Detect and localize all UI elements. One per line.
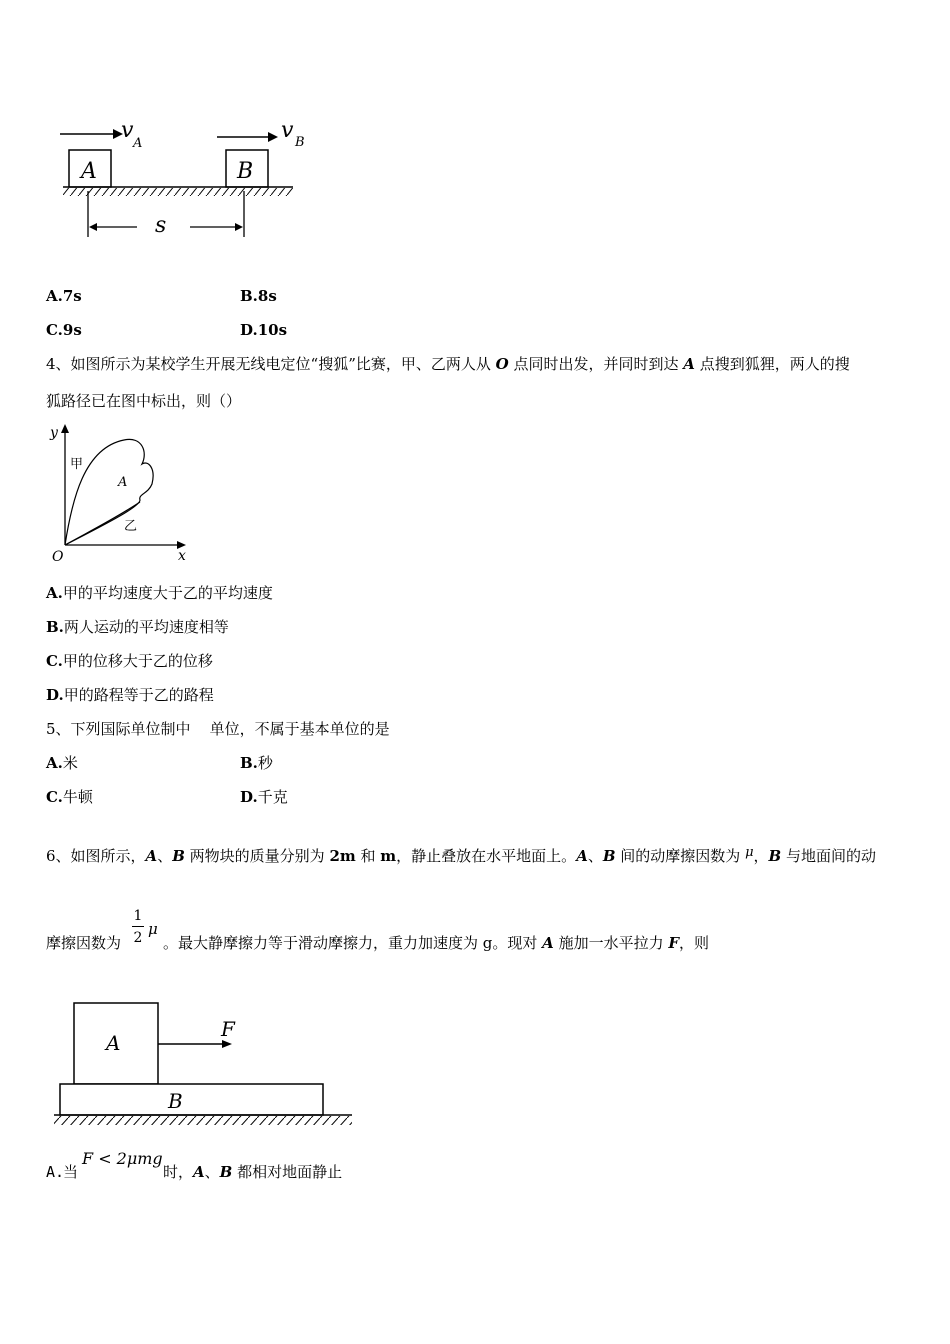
ground-hatch (54, 1116, 352, 1125)
block-a-label: A (106, 1031, 121, 1055)
block-a-label: A (81, 159, 97, 184)
q3-option-b: B.8s (240, 287, 277, 305)
fraction-bar (132, 926, 144, 927)
block-b (60, 1084, 323, 1115)
y-axis-arrow (61, 424, 69, 433)
q4-option-c: C.甲的位移大于乙的位移 (46, 652, 213, 670)
q3-option-a: A.7s (46, 287, 82, 305)
q6-option-a-letter: A. (46, 1163, 65, 1181)
y-axis-label: y (50, 425, 58, 441)
path-jia (65, 439, 153, 545)
dist-left-arrowhead (89, 223, 97, 231)
q4-option-a: A.甲的平均速度大于乙的平均速度 (46, 584, 273, 602)
va-sub: A (133, 136, 143, 151)
q3-option-c: C.9s (46, 321, 82, 339)
mu-symbol: μ (148, 920, 158, 938)
q4-stem-line2: 狐路径已在图中标出，则（） (46, 392, 242, 410)
q6-option-a-post: 时，A、B 都相对地面静止 (163, 1163, 343, 1181)
vb-label: v (281, 118, 294, 143)
figure-q4-paths (44, 420, 194, 568)
q5-stem: 5、下列国际单位制中 单位，不属于基本单位的是 (46, 720, 390, 738)
origin-label: O (52, 549, 64, 565)
q4-stem-line1: 4、如图所示为某校学生开展无线电定位“搜狐”比赛，甲、乙两人从 O 点同时出发，并同时到达 A 点搜到狐狸，两人的搜 (46, 355, 850, 373)
dist-label: s (155, 213, 167, 238)
vb-arrowhead (268, 132, 278, 142)
block-b-label: B (168, 1089, 183, 1113)
label-jia: 甲 (70, 457, 84, 472)
vb-sub: B (295, 135, 305, 150)
va-label: v (121, 118, 134, 143)
q5-option-a: A.米 (46, 754, 78, 772)
dist-right-arrowhead (235, 223, 243, 231)
q6-option-a-pre: 当 (63, 1163, 79, 1181)
point-a-label: A (118, 475, 128, 490)
fraction-numerator: 1 (133, 908, 143, 924)
figure-q6-blocks (50, 998, 360, 1130)
x-axis-label: x (178, 548, 186, 564)
fraction-denominator: 2 (133, 930, 143, 946)
block-b-label: B (237, 159, 254, 184)
q5-option-d: D.千克 (240, 788, 288, 806)
q4-option-d: D.甲的路程等于乙的路程 (46, 686, 214, 704)
q5-option-b: B.秒 (240, 754, 273, 772)
q6-stem-line2-pre: 摩擦因数为 (46, 934, 122, 952)
force-label: F (221, 1017, 235, 1041)
q4-option-b: B.两人运动的平均速度相等 (46, 618, 229, 636)
force-arrowhead (222, 1040, 232, 1048)
q6-stem-line2-post: 。最大静摩擦力等于滑动摩擦力，重力加速度为 g。现对 A 施加一水平拉力 F，则 (163, 934, 710, 952)
q6-stem-line1: 6、如图所示，A、B 两物块的质量分别为 2m 和 m，静止叠放在水平地面上。A、B 间的动摩擦因数为 μ，B 与地面间的动 (46, 845, 877, 865)
q3-option-d: D.10s (240, 321, 288, 339)
figure-q3-blocks (55, 115, 305, 245)
ground-hatch (63, 188, 293, 196)
q5-option-c: C.牛顿 (46, 788, 93, 806)
label-yi: 乙 (124, 519, 138, 534)
q6-option-a-formula: F < 2μmg (82, 1149, 163, 1168)
